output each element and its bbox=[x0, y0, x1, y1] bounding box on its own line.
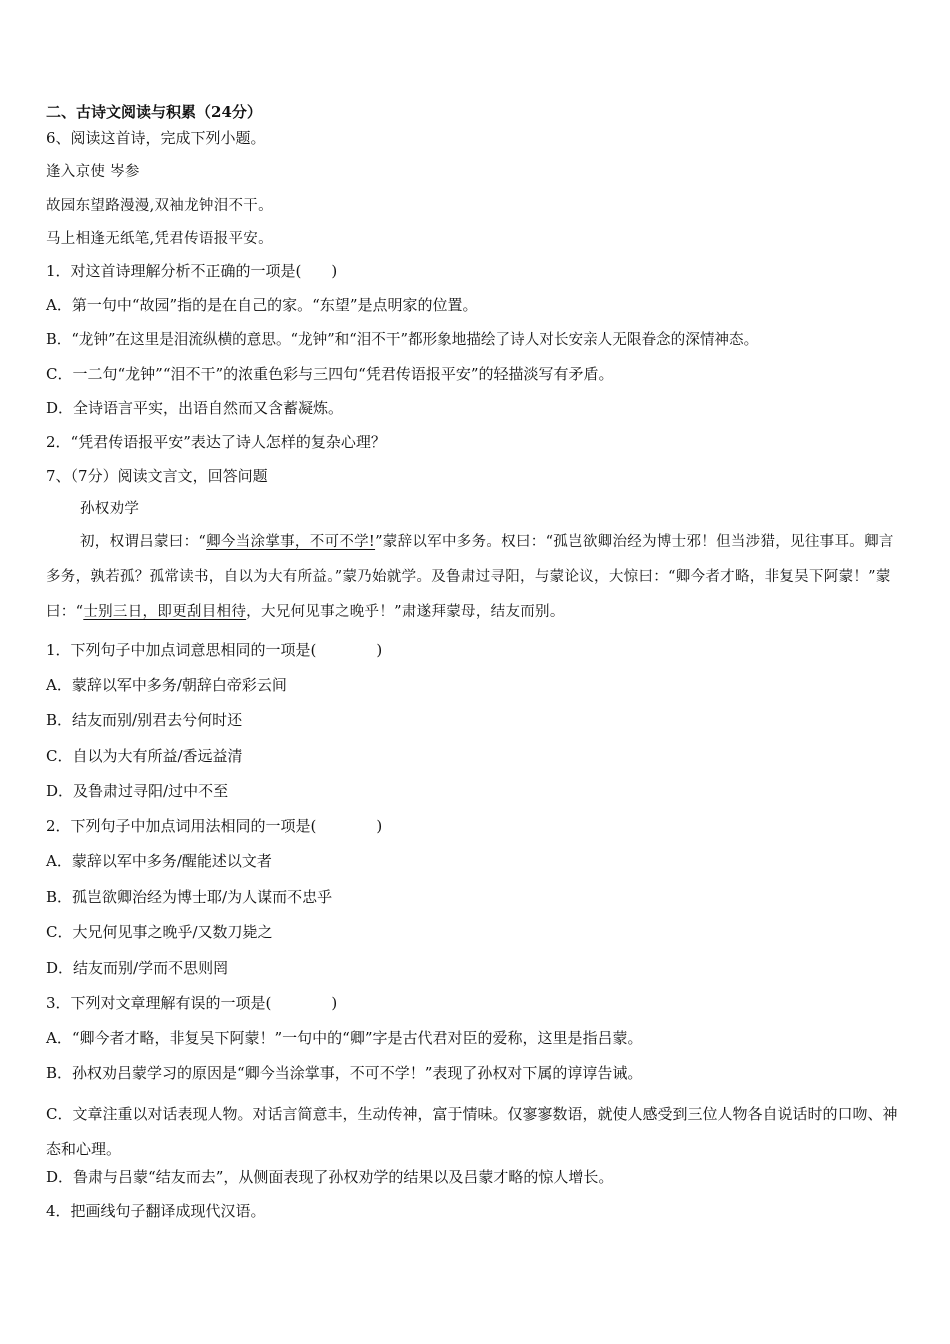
q7-sub1-option-b: B．结友而别/别君去兮何时还 bbox=[46, 711, 243, 729]
q7-sub3-stem: 3．下列对文章理解有误的一项是( ) bbox=[46, 994, 338, 1012]
text-title: 孙权劝学 bbox=[80, 501, 140, 517]
q6-sub1-stem: 1．对这首诗理解分析不正确的一项是( ) bbox=[46, 262, 338, 280]
q7-sub2-option-b: B．孤岂欲卿治经为博士耶/为人谋而不忠乎 bbox=[46, 888, 333, 906]
passage-part-1: 初，权谓吕蒙曰：“ bbox=[80, 534, 207, 550]
q7-sub3-option-b: B．孙权劝吕蒙学习的原因是“卿今当涂掌事，不可不学！”表现了孙权对下属的谆谆告诫。 bbox=[46, 1064, 643, 1082]
q6-sub1-option-a: A．第一句中“故园”指的是在自己的家。“东望”是点明家的位置。 bbox=[46, 296, 478, 314]
q7-sub3-option-a: A．“卿今者才略，非复吴下阿蒙！”一句中的“卿”字是古代君对臣的爱称，这里是指吕蒙。 bbox=[46, 1029, 643, 1047]
q7-intro: 7、（7分）阅读文言文，回答问题 bbox=[46, 467, 268, 485]
q7-sub2-option-d: D．结友而别/学而不思则罔 bbox=[46, 959, 229, 977]
q6-sub1-option-c: C．一二句“龙钟”“泪不干”的浓重色彩与三四句“凭君传语报平安”的轻描淡写有矛盾。 bbox=[46, 365, 614, 383]
underlined-sentence-2: 士别三日，即更刮目相待 bbox=[83, 604, 247, 620]
q7-sub2-stem: 2．下列句子中加点词用法相同的一项是( ) bbox=[46, 817, 383, 835]
q7-sub1-option-c: C．自以为大有所益/香远益清 bbox=[46, 747, 243, 765]
poem-line-2: 马上相逢无纸笔,凭君传语报平安。 bbox=[46, 231, 273, 247]
q7-sub4-stem: 4．把画线句子翻译成现代汉语。 bbox=[46, 1202, 266, 1220]
passage-part-2: ”蒙辞以军中多务。权曰：“孤岂欲卿治经为博士邪！但当涉猎，见往事耳。卿言多务，孰若孤？孤常读书，自以为大有所益。”蒙乃始就学。及鲁肃过寻阳，与蒙论议，大惊曰：“卿今者才略，非复吴下阿蒙！”蒙曰：“ bbox=[46, 534, 894, 620]
q7-sub2-option-c: C．大兄何见事之晚乎/又数刀毙之 bbox=[46, 923, 273, 941]
underlined-sentence-1: 卿今当涂掌事，不可不学! bbox=[206, 534, 376, 550]
passage-part-3: ，大兄何见事之晚乎！”肃遂拜蒙母，结友而别。 bbox=[246, 604, 565, 620]
q7-sub2-option-a: A．蒙辞以军中多务/醒能述以文者 bbox=[46, 852, 272, 870]
poem-line-1: 故园东望路漫漫,双袖龙钟泪不干。 bbox=[46, 198, 273, 214]
q6-sub1-option-d: D．全诗语言平实，出语自然而又含蓄凝炼。 bbox=[46, 399, 344, 417]
q6-sub1-option-b: B．“龙钟”在这里是泪流纵横的意思。“龙钟”和“泪不干”都形象地描绘了诗人对长安亲人无限眷念的深情神态。 bbox=[46, 331, 759, 348]
poem-title: 逢入京使 岑参 bbox=[46, 164, 140, 180]
q6-sub2-stem: 2．“凭君传语报平安”表达了诗人怎样的复杂心理？ bbox=[46, 433, 386, 451]
section-title: 二、古诗文阅读与积累（24分） bbox=[46, 103, 262, 121]
q7-sub3-option-c: C．文章注重以对话表现人物。对话言简意丰，生动传神，富于情味。仅寥寥数语，就使人感受到三位人物各自说话时的口吻、神态和心理。 bbox=[46, 1105, 898, 1158]
q7-sub1-stem: 1．下列句子中加点词意思相同的一项是( ) bbox=[46, 641, 383, 659]
q7-sub3-option-d: D．鲁肃与吕蒙“结友而去”，从侧面表现了孙权劝学的结果以及吕蒙才略的惊人增长。 bbox=[46, 1168, 614, 1186]
q6-intro: 6、阅读这首诗，完成下列小题。 bbox=[46, 129, 266, 147]
q7-sub1-option-a: A．蒙辞以军中多务/朝辞白帝彩云间 bbox=[46, 676, 287, 694]
q7-sub1-option-d: D．及鲁肃过寻阳/过中不至 bbox=[46, 782, 229, 800]
classical-passage bbox=[46, 525, 906, 630]
